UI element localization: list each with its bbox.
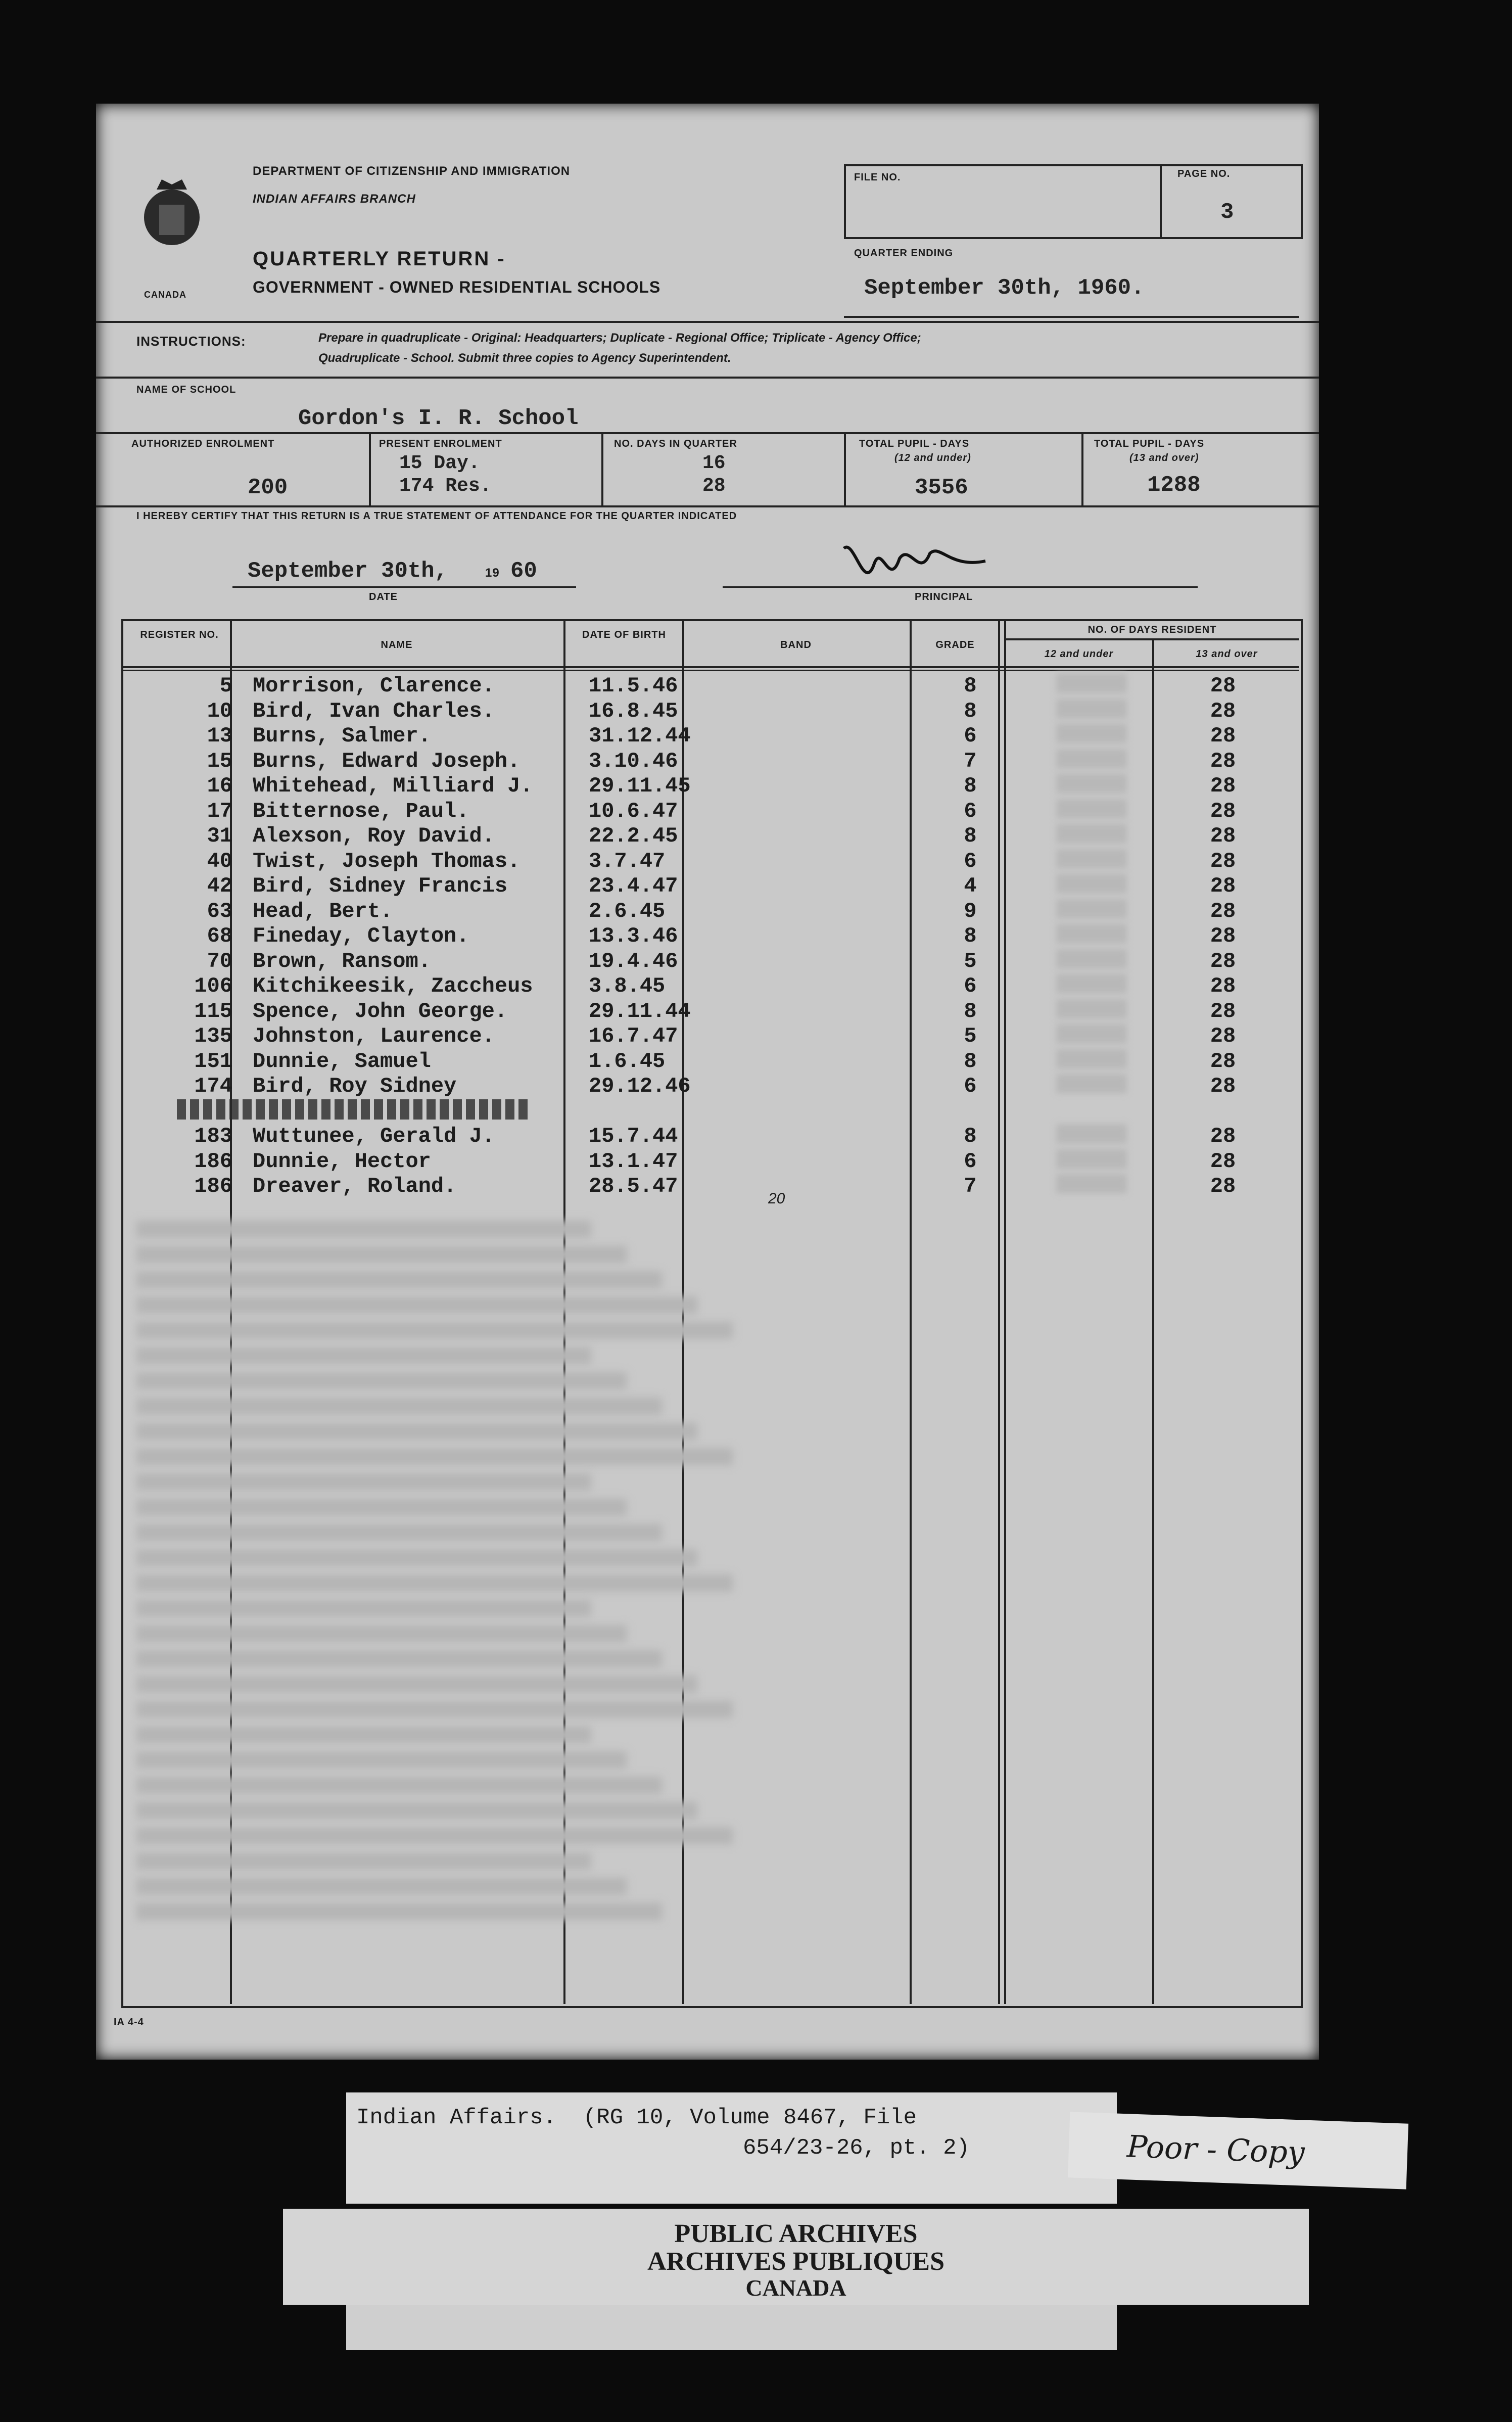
days-under12-cell xyxy=(1056,749,1127,768)
dob-cell: 29.11.45 xyxy=(589,774,691,798)
archive-ref-line-2: 654/23-26, pt. 2) xyxy=(743,2135,970,2161)
faded-line xyxy=(136,1246,627,1263)
name-cell: Head, Bert. xyxy=(253,899,393,923)
dob-cell: 16.8.45 xyxy=(589,698,678,723)
form-title-1: QUARTERLY RETURN - xyxy=(253,248,506,270)
name-cell: Bird, Ivan Charles. xyxy=(253,698,495,723)
header-name: NAME xyxy=(381,639,413,650)
register-cell: 10 xyxy=(207,698,232,723)
days-under12-cell xyxy=(1056,799,1127,818)
dob-cell: 1.6.45 xyxy=(589,1049,666,1074)
register-cell: 174 xyxy=(194,1074,232,1098)
date-rule xyxy=(232,586,576,588)
dob-cell: 23.4.47 xyxy=(589,874,678,898)
certify-date: September 30th, xyxy=(248,558,448,584)
register-cell: 15 xyxy=(207,749,232,773)
dob-cell: 19.4.46 xyxy=(589,949,678,973)
faded-line xyxy=(136,1296,697,1314)
name-cell: Bitternose, Paul. xyxy=(253,799,469,823)
grade-cell: 7 xyxy=(964,1174,977,1198)
days-under12-cell xyxy=(1056,1074,1127,1093)
name-cell: Spence, John George. xyxy=(253,999,508,1023)
register-cell: 13 xyxy=(207,724,232,748)
days-over13-cell: 28 xyxy=(1210,874,1236,898)
poor-copy-text: Poor - Copy xyxy=(1126,2129,1305,2171)
rule xyxy=(96,505,1319,507)
header-register: REGISTER NO. xyxy=(140,629,219,640)
days-under12-cell xyxy=(1056,874,1127,893)
days-under12-cell xyxy=(1056,1024,1127,1043)
instructions-line-2: Quadruplicate - School. Submit three copies to Agency Superintendent. xyxy=(318,351,731,365)
branch-title: INDIAN AFFAIRS BRANCH xyxy=(253,192,416,206)
register-cell: 135 xyxy=(194,1024,232,1048)
faded-line xyxy=(136,1271,662,1288)
page-no-label: PAGE NO. xyxy=(1177,168,1231,179)
register-cell: 186 xyxy=(194,1174,232,1198)
faded-line xyxy=(136,1524,662,1541)
certify-year: 60 xyxy=(510,558,537,584)
divider xyxy=(1081,432,1083,505)
days-under12-cell xyxy=(1056,724,1127,743)
name-cell: Wuttunee, Gerald J. xyxy=(253,1124,495,1148)
faded-line xyxy=(136,1777,662,1794)
grade-cell: 6 xyxy=(964,724,977,748)
pupil-days-13-sub: (13 and over) xyxy=(1129,452,1199,463)
table-row xyxy=(111,1024,1304,1048)
register-cell: 70 xyxy=(207,949,232,973)
name-cell: Dreaver, Roland. xyxy=(253,1174,457,1198)
grade-cell: 4 xyxy=(964,874,977,898)
faded-line xyxy=(136,1701,733,1718)
days-under12-cell xyxy=(1056,1174,1127,1193)
faded-line xyxy=(136,1878,627,1895)
table-row xyxy=(111,949,1304,973)
faded-line xyxy=(136,1448,733,1465)
rule xyxy=(96,432,1319,434)
table-row xyxy=(111,899,1304,923)
faded-line xyxy=(136,1549,697,1566)
archive-reference-label xyxy=(346,2092,1117,2204)
days-under12-cell xyxy=(1056,1124,1127,1143)
faded-line xyxy=(136,1726,591,1743)
name-cell: Alexson, Roy David. xyxy=(253,824,495,848)
school-label: NAME OF SCHOOL xyxy=(136,384,237,395)
faded-line xyxy=(136,1423,697,1440)
dob-cell: 29.12.46 xyxy=(589,1074,691,1098)
grade-cell: 8 xyxy=(964,999,977,1023)
grade-cell: 6 xyxy=(964,1149,977,1174)
faded-line xyxy=(136,1802,697,1819)
register-cell: 115 xyxy=(194,999,232,1023)
dob-cell: 3.10.46 xyxy=(589,749,678,773)
days-over13-cell: 28 xyxy=(1210,799,1236,823)
form-code: IA 4-4 xyxy=(114,2017,144,2028)
file-no-label: FILE NO. xyxy=(854,172,901,183)
rule xyxy=(96,377,1319,379)
days-under12-cell xyxy=(1056,949,1127,968)
grade-cell: 6 xyxy=(964,849,977,873)
date-label: DATE xyxy=(369,591,398,602)
days-under12-cell xyxy=(1056,849,1127,868)
divider xyxy=(1160,164,1162,238)
dob-cell: 13.3.46 xyxy=(589,924,678,948)
days-2: 28 xyxy=(702,475,726,497)
signature-icon xyxy=(834,533,996,604)
days-over13-cell: 28 xyxy=(1210,1074,1236,1098)
days-over13-cell: 28 xyxy=(1210,698,1236,723)
file-page-box xyxy=(844,164,1303,239)
name-cell: Dunnie, Hector xyxy=(253,1149,431,1174)
table-row xyxy=(111,974,1304,998)
days-over13-cell: 28 xyxy=(1210,824,1236,848)
principal-label: PRINCIPAL xyxy=(915,591,973,602)
days-over13-cell: 28 xyxy=(1210,924,1236,948)
table-row xyxy=(111,824,1304,848)
pupil-days-12-label: TOTAL PUPIL - DAYS xyxy=(859,438,970,449)
register-cell: 17 xyxy=(207,799,232,823)
crossed-out-line xyxy=(177,1099,531,1120)
faded-line xyxy=(136,1221,591,1238)
table-header-rule xyxy=(121,670,1299,671)
rule xyxy=(96,321,1319,323)
days-over13-cell: 28 xyxy=(1210,1049,1236,1074)
quarter-ending-label: QUARTER ENDING xyxy=(854,248,954,259)
name-cell: Bird, Roy Sidney xyxy=(253,1074,457,1098)
divider xyxy=(844,432,846,505)
grade-cell: 6 xyxy=(964,974,977,998)
register-cell: 68 xyxy=(207,924,232,948)
department-title: DEPARTMENT OF CITIZENSHIP AND IMMIGRATION xyxy=(253,164,571,178)
grade-cell: 8 xyxy=(964,824,977,848)
pupil-days-13-label: TOTAL PUPIL - DAYS xyxy=(1094,438,1205,449)
dob-cell: 16.7.47 xyxy=(589,1024,678,1048)
authorized-label: AUTHORIZED ENROLMENT xyxy=(131,438,275,449)
register-cell: 5 xyxy=(219,674,232,698)
divider xyxy=(369,432,371,505)
register-cell: 31 xyxy=(207,824,232,848)
faded-line xyxy=(136,1675,697,1693)
rule xyxy=(1004,638,1299,640)
days-over13-cell: 28 xyxy=(1210,749,1236,773)
authorized-value: 200 xyxy=(248,475,288,500)
rule xyxy=(844,316,1299,318)
days-under12-cell xyxy=(1056,999,1127,1018)
grade-cell: 8 xyxy=(964,1124,977,1148)
days-under12-cell xyxy=(1056,824,1127,843)
days-under12-cell xyxy=(1056,924,1127,943)
days-over13-cell: 28 xyxy=(1210,849,1236,873)
page-number: 3 xyxy=(1220,200,1234,225)
table-row xyxy=(111,1074,1304,1098)
days-over13-cell: 28 xyxy=(1210,774,1236,798)
country-label: CANADA xyxy=(144,290,186,300)
faded-line xyxy=(136,1473,591,1491)
name-cell: Dunnie, Samuel xyxy=(253,1049,431,1074)
register-cell: 40 xyxy=(207,849,232,873)
name-cell: Brown, Ransom. xyxy=(253,949,431,973)
grade-cell: 6 xyxy=(964,1074,977,1098)
stamp-line-2: ARCHIVES PUBLIQUES xyxy=(647,2247,945,2276)
header-band: BAND xyxy=(780,639,812,650)
school-name: Gordon's I. R. School xyxy=(298,406,579,431)
name-cell: Fineday, Clayton. xyxy=(253,924,469,948)
days-under12-cell xyxy=(1056,974,1127,993)
days-over13-cell: 28 xyxy=(1210,674,1236,698)
days-over13-cell: 28 xyxy=(1210,1174,1236,1198)
header-under12: 12 and under xyxy=(1044,648,1114,660)
register-cell: 63 xyxy=(207,899,232,923)
dob-cell: 10.6.47 xyxy=(589,799,678,823)
faded-line xyxy=(136,1322,733,1339)
dob-cell: 28.5.47 xyxy=(589,1174,678,1198)
faded-line xyxy=(136,1372,627,1389)
table-row xyxy=(111,674,1304,698)
register-cell: 16 xyxy=(207,774,232,798)
present-res: 174 Res. xyxy=(399,475,492,497)
year-prefix: 19 xyxy=(485,566,500,580)
stamp-line-3: CANADA xyxy=(745,2275,846,2301)
faded-line xyxy=(136,1903,662,1920)
days-over13-cell: 28 xyxy=(1210,1024,1236,1048)
table-row xyxy=(111,774,1304,798)
pupil-days-13: 1288 xyxy=(1147,473,1201,498)
poor-copy-label xyxy=(1068,2112,1408,2189)
name-cell: Burns, Salmer. xyxy=(253,724,431,748)
form-sheet xyxy=(96,104,1319,2060)
days-over13-cell: 28 xyxy=(1210,974,1236,998)
table-row xyxy=(111,749,1304,773)
faded-line xyxy=(136,1751,627,1768)
grade-cell: 8 xyxy=(964,698,977,723)
header-dob: DATE OF BIRTH xyxy=(582,629,666,640)
table-row xyxy=(111,799,1304,823)
header-days-resident: NO. OF DAYS RESIDENT xyxy=(1088,624,1217,635)
name-cell: Whitehead, Milliard J. xyxy=(253,774,533,798)
present-day: 15 Day. xyxy=(399,452,480,474)
faded-line xyxy=(136,1650,662,1667)
table-row xyxy=(111,999,1304,1023)
table-row xyxy=(111,1174,1304,1198)
faded-line xyxy=(136,1600,591,1617)
instructions-line-1: Prepare in quadruplicate - Original: Headquarters; Duplicate - Regional Office; Triplicate - Agency Office; xyxy=(318,331,921,345)
register-cell: 151 xyxy=(194,1049,232,1074)
table-row xyxy=(111,699,1304,723)
table-header-rule xyxy=(121,666,1299,668)
dob-cell: 31.12.44 xyxy=(589,724,691,748)
name-cell: Bird, Sidney Francis xyxy=(253,874,508,898)
days-1: 16 xyxy=(702,452,726,474)
name-cell: Kitchikeesik, Zaccheus xyxy=(253,974,533,998)
archives-stamp xyxy=(283,2209,1309,2305)
days-under12-cell xyxy=(1056,899,1127,918)
archive-ref-line-1: Indian Affairs. (RG 10, Volume 8467, File xyxy=(356,2105,917,2130)
faded-line xyxy=(136,1499,627,1516)
name-cell: Twist, Joseph Thomas. xyxy=(253,849,521,873)
days-over13-cell: 28 xyxy=(1210,1124,1236,1148)
pupil-days-12: 3556 xyxy=(915,475,968,500)
header-over13: 13 and over xyxy=(1196,648,1258,660)
dob-cell: 3.7.47 xyxy=(589,849,666,873)
form-title-2: GOVERNMENT - OWNED RESIDENTIAL SCHOOLS xyxy=(253,278,661,296)
days-over13-cell: 28 xyxy=(1210,999,1236,1023)
header-grade: GRADE xyxy=(935,639,975,650)
faded-line xyxy=(136,1398,662,1415)
grade-cell: 7 xyxy=(964,749,977,773)
days-under12-cell xyxy=(1056,1049,1127,1068)
grade-cell: 8 xyxy=(964,774,977,798)
table-row xyxy=(111,924,1304,948)
register-cell: 186 xyxy=(194,1149,232,1174)
days-under12-cell xyxy=(1056,699,1127,718)
faded-line xyxy=(136,1347,591,1364)
dob-cell: 3.8.45 xyxy=(589,974,666,998)
register-cell: 42 xyxy=(207,874,232,898)
name-cell: Burns, Edward Joseph. xyxy=(253,749,521,773)
name-cell: Morrison, Clarence. xyxy=(253,674,495,698)
name-cell: Johnston, Laurence. xyxy=(253,1024,495,1048)
grade-cell: 9 xyxy=(964,899,977,923)
grade-cell: 6 xyxy=(964,799,977,823)
faded-line xyxy=(136,1827,733,1844)
days-over13-cell: 28 xyxy=(1210,724,1236,748)
dob-cell: 13.1.47 xyxy=(589,1149,678,1174)
days-under12-cell xyxy=(1056,1149,1127,1169)
grade-cell: 5 xyxy=(964,1024,977,1048)
stamp-footer-strip xyxy=(346,2305,1117,2350)
grade-cell: 8 xyxy=(964,924,977,948)
dob-cell: 22.2.45 xyxy=(589,824,678,848)
days-label: NO. DAYS IN QUARTER xyxy=(614,438,737,449)
table-row xyxy=(111,874,1304,898)
coat-of-arms-icon xyxy=(136,174,207,250)
stamp-line-1: PUBLIC ARCHIVES xyxy=(674,2219,918,2248)
quarter-ending-value: September 30th, 1960. xyxy=(864,275,1145,301)
faded-line xyxy=(136,1625,627,1642)
table-row xyxy=(111,1124,1304,1148)
table-row xyxy=(111,1049,1304,1074)
dob-cell: 29.11.44 xyxy=(589,999,691,1023)
table-row xyxy=(111,849,1304,873)
register-cell: 106 xyxy=(194,974,232,998)
days-over13-cell: 28 xyxy=(1210,899,1236,923)
register-cell: 183 xyxy=(194,1124,232,1148)
dob-cell: 2.6.45 xyxy=(589,899,666,923)
grade-cell: 8 xyxy=(964,1049,977,1074)
divider xyxy=(601,432,603,505)
present-label: PRESENT ENROLMENT xyxy=(379,438,502,449)
grade-cell: 8 xyxy=(964,674,977,698)
dob-cell: 15.7.44 xyxy=(589,1124,678,1148)
days-over13-cell: 28 xyxy=(1210,949,1236,973)
days-under12-cell xyxy=(1056,674,1127,693)
pupil-days-12-sub: (12 and under) xyxy=(894,452,971,463)
table-row xyxy=(111,724,1304,748)
faded-line xyxy=(136,1574,733,1592)
faded-line xyxy=(136,1852,591,1870)
band-note: 20 xyxy=(768,1190,785,1207)
faded-bleedthrough xyxy=(126,1221,778,1953)
dob-cell: 11.5.46 xyxy=(589,674,678,698)
grade-cell: 5 xyxy=(964,949,977,973)
table-row xyxy=(111,1149,1304,1174)
instructions-label: INSTRUCTIONS: xyxy=(136,334,246,349)
certify-text: I HEREBY CERTIFY THAT THIS RETURN IS A TRUE STATEMENT OF ATTENDANCE FOR THE QUARTER INDICATED xyxy=(136,510,737,522)
days-under12-cell xyxy=(1056,774,1127,793)
days-over13-cell: 28 xyxy=(1210,1149,1236,1174)
